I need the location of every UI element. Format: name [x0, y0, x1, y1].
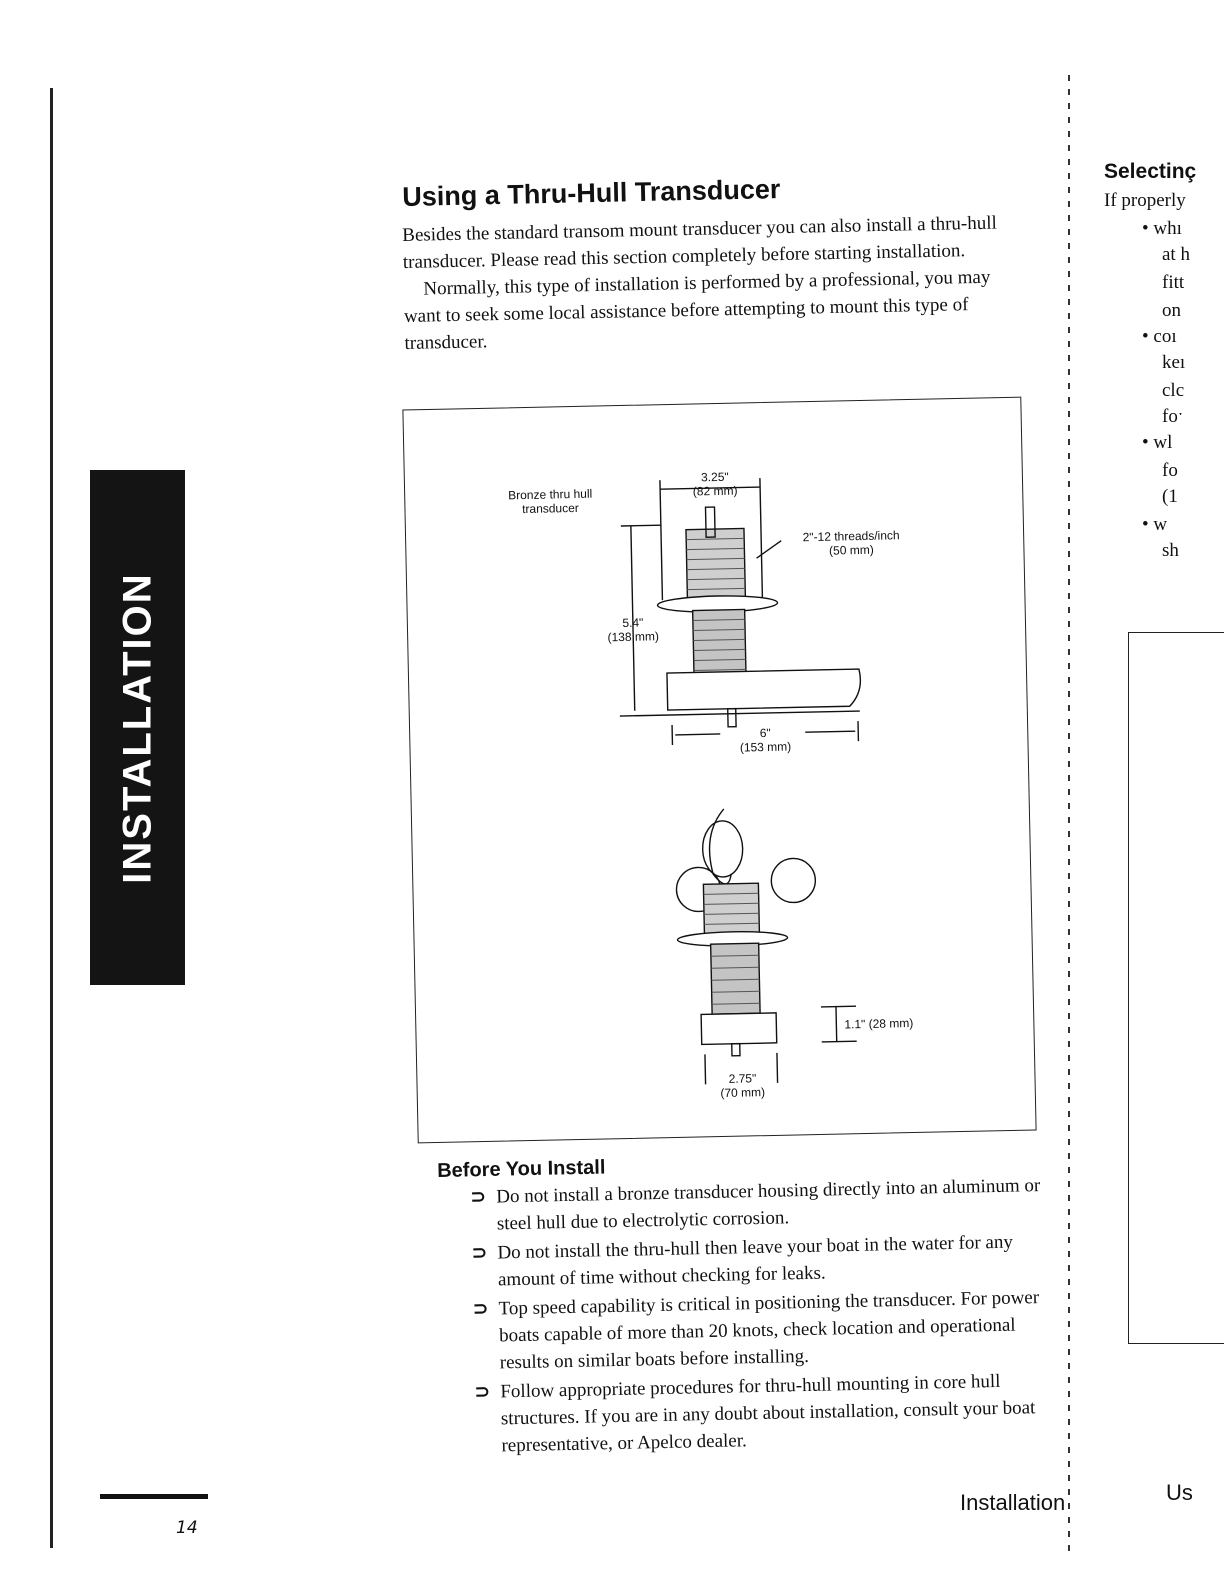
section-tab: [90, 470, 185, 985]
list-item-text: Do not install the thru-hull then leave your boat in the water for any amount of time without checking for leaks.: [497, 1231, 1014, 1291]
next-page-line: at h: [1162, 244, 1190, 265]
list-item-text: Follow appropriate procedures for thru-hull mounting in core hull structures. If you are in any doubt about installation, consult your boat representative, or Apelco dealer.: [500, 1370, 1036, 1457]
footer-section-name: Installation: [960, 1490, 1066, 1515]
next-page-line: (1: [1162, 486, 1178, 507]
list-item: [474, 1367, 1066, 1460]
page-left-edge: [50, 88, 53, 1548]
bullet-arrow-icon: ⊃: [474, 1380, 491, 1403]
intro-paragraph-2: Normally, this type of installation is performed by a professional, you may want to seek some local assistance before attempting to mount this type of transducer.: [403, 266, 991, 354]
next-page-figure-box: [1128, 632, 1224, 1344]
list-item-text: Top speed capability is critical in positioning the transducer. For power boats capable of more than 20 knots, check location and operational results on similar boats before installing.: [498, 1287, 1040, 1374]
dim-height: [598, 615, 669, 644]
next-page-line: fitt: [1162, 272, 1185, 293]
dim-width-top-value: 3.25": [700, 469, 729, 485]
list-item: [471, 1228, 1062, 1294]
page-number: 14: [176, 1518, 198, 1538]
list-item-text: Do not install a bronze transducer housing directly into an aluminum or steel hull due to electrolytic corrosion.: [496, 1175, 1041, 1235]
next-page-line: clc: [1162, 380, 1185, 401]
next-page-line: • wl: [1142, 432, 1173, 453]
next-page-line: sh: [1162, 540, 1179, 561]
dim-threads-metric: (50 mm): [828, 542, 874, 558]
next-page-line: • w: [1142, 514, 1168, 535]
next-page-line: foˑ: [1162, 406, 1184, 427]
next-page-line: • whı: [1142, 218, 1182, 239]
intro-paragraph-1: Besides the standard transom mount transducer you can also install a thru-hull transducer. Please read this section completely before starting installation.: [402, 212, 998, 273]
page-gutter: [1068, 75, 1070, 1555]
intro-text: [402, 209, 1025, 357]
list-item: [472, 1284, 1064, 1377]
next-page-footer: Us: [1166, 1480, 1193, 1505]
before-install-list: [470, 1172, 1066, 1462]
bullet-arrow-icon: ⊃: [470, 1185, 487, 1208]
dim-threads-value: 2"-12 threads/inch: [802, 528, 900, 545]
dim-width-top-metric: (82 mm): [692, 483, 738, 499]
footer-rule: [100, 1494, 208, 1499]
transducer-figure: [402, 397, 1036, 1144]
bullet-arrow-icon: ⊃: [471, 1241, 488, 1264]
before-install-title: Before You Install: [437, 1156, 606, 1182]
next-page-line: fo: [1162, 460, 1178, 481]
next-page-line: on: [1162, 300, 1181, 321]
dim-height-metric: (138 mm): [607, 629, 660, 645]
dim-base-metric: (153 mm): [739, 739, 792, 755]
dim-threads: [786, 528, 917, 559]
next-page-heading: Selectinç: [1104, 160, 1197, 183]
next-page-line: keı: [1162, 352, 1186, 373]
next-page-fragment: [1100, 160, 1224, 1560]
next-page-line: • coı: [1142, 326, 1177, 347]
dim-width-top: [675, 469, 756, 499]
next-page-line: If properly: [1104, 190, 1186, 211]
dim-bottom-width: [707, 1071, 778, 1100]
callout-bronze-thru-hull: Bronze thru hull transducer: [508, 486, 593, 517]
dim-base-height: 1.1" (28 mm): [844, 1015, 914, 1032]
list-item: [470, 1172, 1061, 1238]
dim-bottom-width-metric: (70 mm): [720, 1085, 766, 1101]
dim-height-value: 5.4": [622, 615, 644, 630]
section-tab-label: INSTALLATION: [115, 571, 159, 884]
dim-base-value: 6": [759, 725, 771, 741]
section-title: Using a Thru-Hull Transducer: [402, 174, 781, 212]
dim-base: [725, 725, 806, 755]
dim-bottom-width-value: 2.75": [728, 1071, 757, 1086]
bullet-arrow-icon: ⊃: [472, 1297, 489, 1320]
